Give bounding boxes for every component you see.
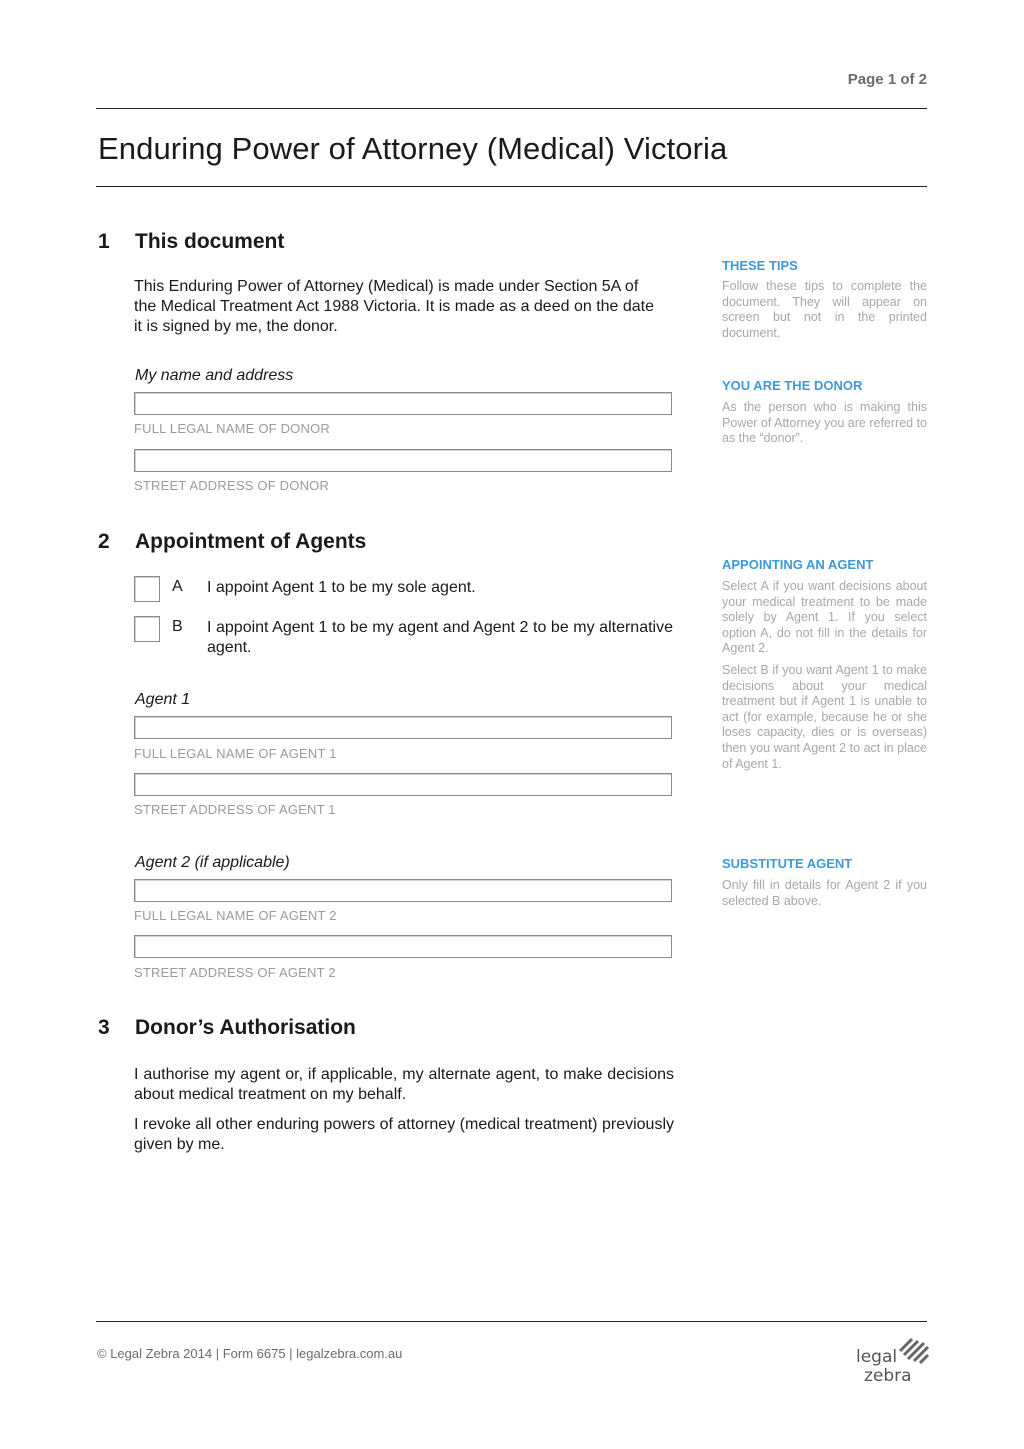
tip-appointing-text-a: Select A if you want decisions about your medical treatment to be made solely by Agent 1. If you select option A, do not fill in the details for Agent 2. [722, 579, 927, 656]
agent-1-address-caption: STREET ADDRESS OF AGENT 1 [134, 802, 336, 817]
tip-appointing-heading: APPOINTING AN AGENT [722, 557, 874, 572]
section-1-body: This Enduring Power of Attorney (Medical) is made under Section 5A of the Medical Treatment Act 1988 Victoria. It is made as a deed on the date it is signed by me, the donor. [134, 278, 655, 335]
footer-rule [96, 1321, 927, 1322]
tip-these-tips-heading: THESE TIPS [722, 258, 798, 273]
footer-text: © Legal Zebra 2014 | Form 6675 | legalzebra.com.au [97, 1346, 403, 1361]
option-a-text: I appoint Agent 1 to be my sole agent. [207, 579, 476, 596]
option-b-checkbox[interactable] [134, 616, 160, 642]
tip-donor-heading: YOU ARE THE DONOR [722, 378, 863, 393]
agent-1-address-field[interactable] [134, 773, 672, 796]
section-1-title: This document [135, 230, 285, 253]
donor-name-caption: FULL LEGAL NAME OF DONOR [134, 421, 330, 436]
section-2-number: 2 [98, 530, 110, 553]
agent-1-label: Agent 1 [135, 691, 191, 708]
section-3-title: Donor’s Authorisation [135, 1016, 356, 1039]
agent-2-address-field[interactable] [134, 935, 672, 958]
section-3-number: 3 [98, 1016, 110, 1039]
donor-address-caption: STREET ADDRESS OF DONOR [134, 478, 330, 493]
legal-zebra-logo [850, 1333, 930, 1393]
option-b-text: I appoint Agent 1 to be my agent and Agent 2 to be my alternative agent. [207, 619, 673, 656]
donor-name-address-label: My name and address [135, 367, 294, 384]
tip-donor-text: As the person who is making this Power of Attorney you are referred to as the “donor”. [722, 400, 927, 446]
page-number: Page 1 of 2 [847, 71, 927, 88]
agent-2-label: Agent 2 (if applicable) [135, 854, 290, 871]
option-a-checkbox[interactable] [134, 576, 160, 602]
agent-2-name-caption: FULL LEGAL NAME OF AGENT 2 [134, 908, 337, 923]
tip-these-tips-text: Follow these tips to complete the document. They will appear on screen but not in the printed document. [722, 279, 927, 340]
zebra-stripes-icon [898, 1337, 930, 1369]
logo-line-2: zebra [864, 1366, 912, 1386]
title-rule [96, 186, 927, 187]
logo-line-1: legal [856, 1347, 898, 1367]
header-rule [96, 108, 927, 109]
agent-2-address-caption: STREET ADDRESS OF AGENT 2 [134, 965, 336, 980]
section-3-para-2: I revoke all other enduring powers of attorney (medical treatment) previously given by me. [134, 1116, 674, 1153]
option-a-letter: A [172, 578, 183, 595]
option-b-letter: B [172, 618, 183, 635]
section-2-title: Appointment of Agents [135, 530, 367, 553]
section-1-number: 1 [98, 230, 110, 253]
tip-appointing-text-b: Select B if you want Agent 1 to make decisions about your medical treatment but if Agent 1 is unable to act (for example, because he or she loses capacity, dies or is overseas) then you want Agent 2 to act in place of Agent 1. [722, 663, 927, 771]
tip-substitute-text: Only fill in details for Agent 2 if you selected B above. [722, 878, 927, 908]
agent-2-name-field[interactable] [134, 879, 672, 902]
donor-name-field[interactable] [134, 392, 672, 415]
agent-1-name-field[interactable] [134, 716, 672, 739]
tip-substitute-heading: SUBSTITUTE AGENT [722, 856, 853, 871]
donor-address-field[interactable] [134, 449, 672, 472]
document-title: Enduring Power of Attorney (Medical) Victoria [98, 131, 728, 166]
section-3-para-1: I authorise my agent or, if applicable, my alternate agent, to make decisions about medical treatment on my behalf. [134, 1066, 674, 1103]
agent-1-name-caption: FULL LEGAL NAME OF AGENT 1 [134, 746, 337, 761]
